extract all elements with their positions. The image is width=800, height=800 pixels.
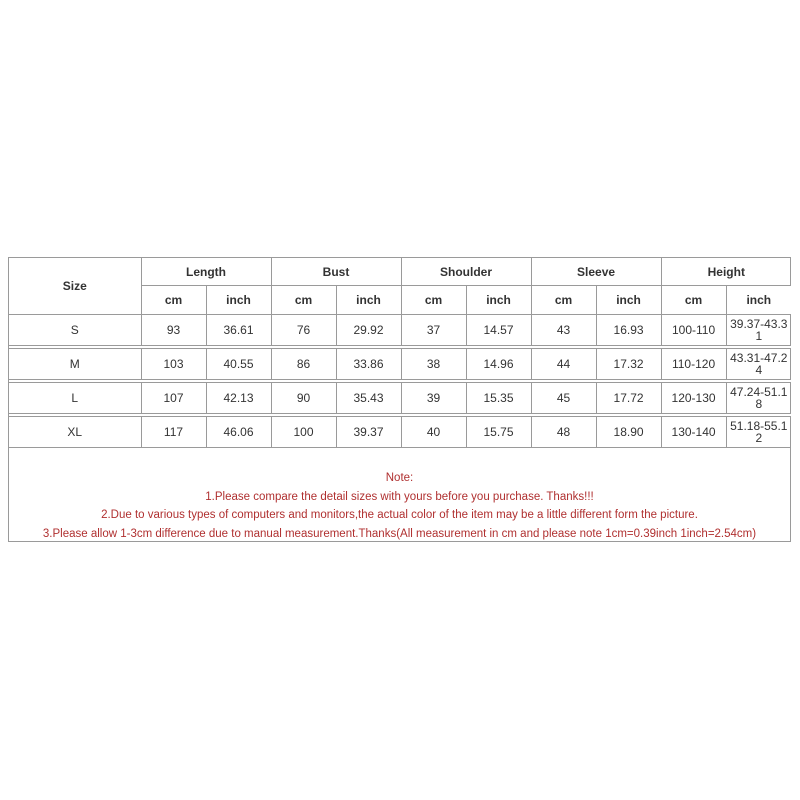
sleeve-inch-cell: 17.32	[596, 349, 661, 380]
unit-cm-header: cm	[401, 286, 466, 315]
table-row	[9, 315, 791, 346]
sleeve-cm-cell: 44	[531, 349, 596, 380]
size-cell: XL	[9, 417, 141, 448]
height-inch-cell	[726, 315, 791, 346]
sleeve-cm-cell: 43	[531, 315, 596, 346]
shoulder-inch-cell: 15.35	[466, 383, 531, 414]
sleeve-cm-cell: 45	[531, 383, 596, 414]
notes-title: Note:	[385, 472, 414, 484]
bust-inch-cell: 29.92	[336, 315, 401, 346]
group-shoulder-header: Shoulder	[401, 258, 531, 286]
bust-inch-cell: 39.37	[336, 417, 401, 448]
length-inch-cell: 46.06	[206, 417, 271, 448]
bust-inch-cell: 33.86	[336, 349, 401, 380]
note-line-2: 2.Due to various types of computers and monitors,the actual color of the item may be a little different form the picture.	[101, 509, 698, 521]
unit-inch-header: inch	[206, 286, 271, 315]
height-inch-value: 43.31-47.24	[730, 351, 788, 377]
length-cm-cell: 103	[141, 349, 206, 380]
unit-inch-header: inch	[336, 286, 401, 315]
group-header-row	[9, 258, 791, 286]
table-row	[9, 417, 791, 448]
unit-inch-header: inch	[726, 286, 791, 315]
shoulder-inch-cell: 14.96	[466, 349, 531, 380]
height-cm-cell: 120-130	[661, 383, 726, 414]
size-header: Size	[9, 258, 141, 315]
group-sleeve-header: Sleeve	[531, 258, 661, 286]
length-cm-cell: 107	[141, 383, 206, 414]
size-cell: S	[9, 315, 141, 346]
table-row	[9, 349, 791, 380]
length-inch-cell: 40.55	[206, 349, 271, 380]
notes-section	[9, 469, 790, 543]
height-inch-cell	[726, 417, 791, 448]
sleeve-inch-cell: 16.93	[596, 315, 661, 346]
bust-cm-cell: 76	[271, 315, 336, 346]
bust-cm-cell: 90	[271, 383, 336, 414]
bust-cm-cell: 86	[271, 349, 336, 380]
length-inch-cell: 36.61	[206, 315, 271, 346]
table-row	[9, 383, 791, 414]
sleeve-inch-cell: 18.90	[596, 417, 661, 448]
note-line-1: 1.Please compare the detail sizes with yours before you purchase. Thanks!!!	[205, 490, 594, 503]
size-cell: L	[9, 383, 141, 414]
unit-cm-header: cm	[661, 286, 726, 315]
size-cell: M	[9, 349, 141, 380]
group-height-header: Height	[661, 258, 791, 286]
shoulder-cm-cell: 38	[401, 349, 466, 380]
length-inch-cell: 42.13	[206, 383, 271, 414]
unit-inch-header: inch	[466, 286, 531, 315]
height-inch-value: 39.37-43.31	[730, 317, 788, 343]
shoulder-cm-cell: 39	[401, 383, 466, 414]
unit-cm-header: cm	[531, 286, 596, 315]
height-inch-value: 51.18-55.12	[730, 419, 788, 445]
bust-cm-cell: 100	[271, 417, 336, 448]
shoulder-cm-cell: 37	[401, 315, 466, 346]
shoulder-inch-cell: 14.57	[466, 315, 531, 346]
group-length-header: Length	[141, 258, 271, 286]
length-cm-cell: 117	[141, 417, 206, 448]
height-cm-cell: 110-120	[661, 349, 726, 380]
unit-cm-header: cm	[271, 286, 336, 315]
height-cm-cell: 100-110	[661, 315, 726, 346]
group-bust-header: Bust	[271, 258, 401, 286]
unit-inch-header: inch	[596, 286, 661, 315]
shoulder-inch-cell: 15.75	[466, 417, 531, 448]
height-inch-cell	[726, 349, 791, 380]
size-chart	[8, 257, 791, 542]
sleeve-cm-cell: 48	[531, 417, 596, 448]
sleeve-inch-cell: 17.72	[596, 383, 661, 414]
note-line-3: 3.Please allow 1-3cm difference due to manual measurement.Thanks(All measurement in cm and please note 1cm=0.39inch 1inch=2.54cm)	[42, 527, 757, 540]
shoulder-cm-cell: 40	[401, 417, 466, 448]
height-inch-cell	[726, 383, 791, 414]
height-cm-cell: 130-140	[661, 417, 726, 448]
bust-inch-cell: 35.43	[336, 383, 401, 414]
unit-cm-header: cm	[141, 286, 206, 315]
length-cm-cell: 93	[141, 315, 206, 346]
height-inch-value: 47.24-51.18	[730, 385, 788, 411]
size-table	[9, 258, 791, 448]
